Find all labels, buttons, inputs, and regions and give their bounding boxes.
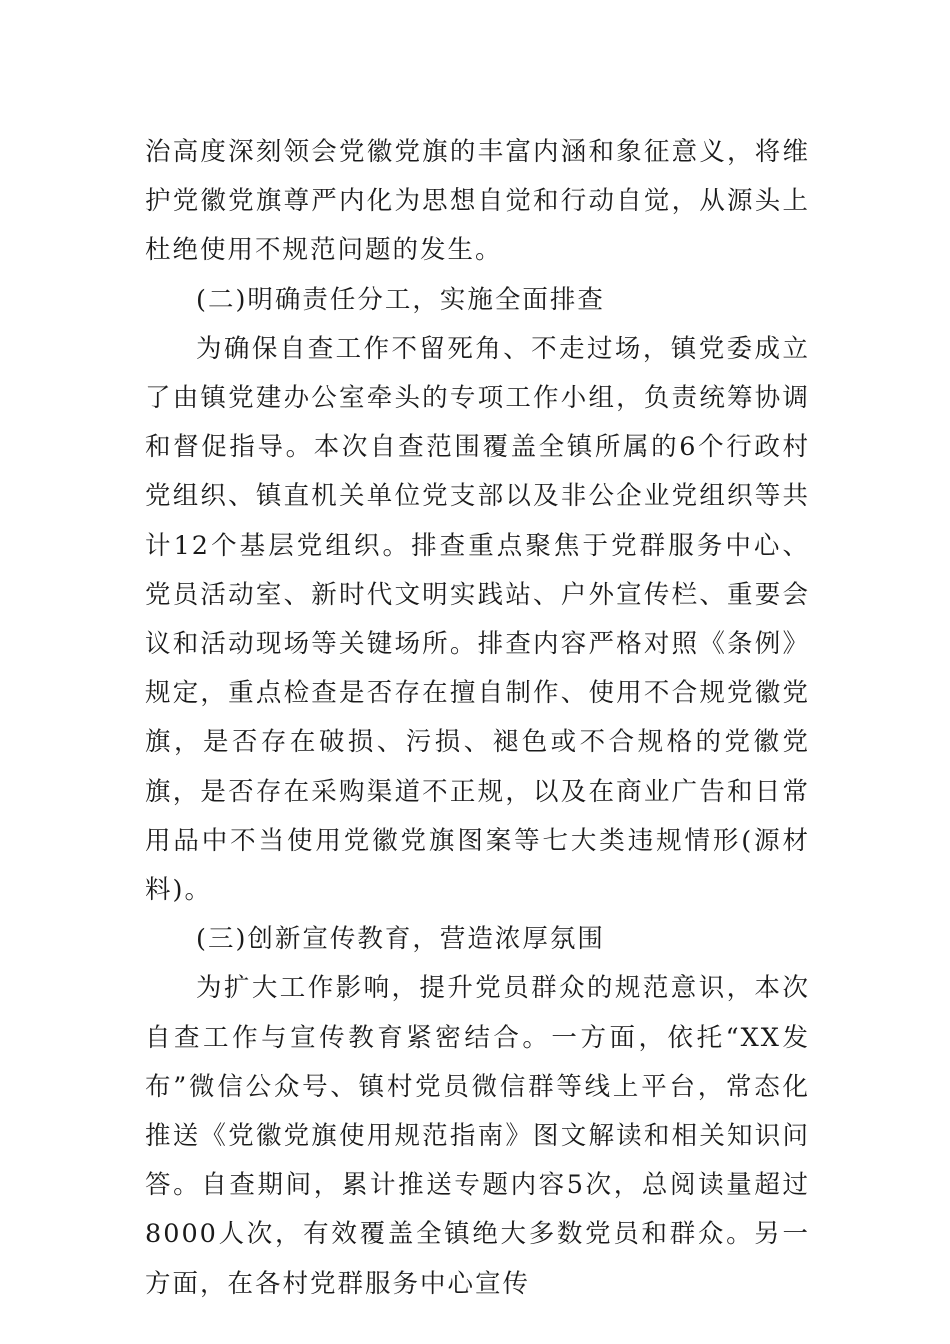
paragraph-section-3: 为扩大工作影响，提升党员群众的规范意识，本次自查工作与宣传教育紧密结合。一方面，依托“XX发布”微信公众号、镇村党员微信群等线上平台，常态化推送《党徽党旗使用规范指南》图文解读和相关知识问答。自查期间，累计推送专题内容5次，总阅读量超过8000人次，有效覆盖全镇绝大多数党员和群众。另一方面，在各村党群服务中心宣传 [145,973,810,1299]
paragraph-continuation: 治高度深刻领会党徽党旗的丰富内涵和象征意义，将维护党徽党旗尊严内化为思想自觉和行动自觉，从源头上杜绝使用不规范问题的发生。 [145,137,810,266]
paragraph-section-2: 为确保自查工作不留死角、不走过场，镇党委成立了由镇党建办公室牵头的专项工作小组，负责统筹协调和督促指导。本次自查范围覆盖全镇所属的6个行政村党组织、镇直机关单位党支部以及非公企业党组织等共计12个基层党组织。排查重点聚焦于党群服务中心、党员活动室、新时代文明实践站、户外宣传栏、重要会议和活动现场等关键场所。排查内容严格对照《条例》规定，重点检查是否存在擅自制作、使用不合规党徽党旗，是否存在破损、污损、褪色或不合规格的党徽党旗，是否存在采购渠道不正规，以及在商业广告和日常用品中不当使用党徽党旗图案等七大类违规情形(源材料)。 [145,333,810,906]
section-heading-3: (三)创新宣传教育，营造浓厚氛围 [196,924,605,955]
document-body [145,128,810,1309]
section-heading-2: (二)明确责任分工，实施全面排查 [196,284,605,315]
